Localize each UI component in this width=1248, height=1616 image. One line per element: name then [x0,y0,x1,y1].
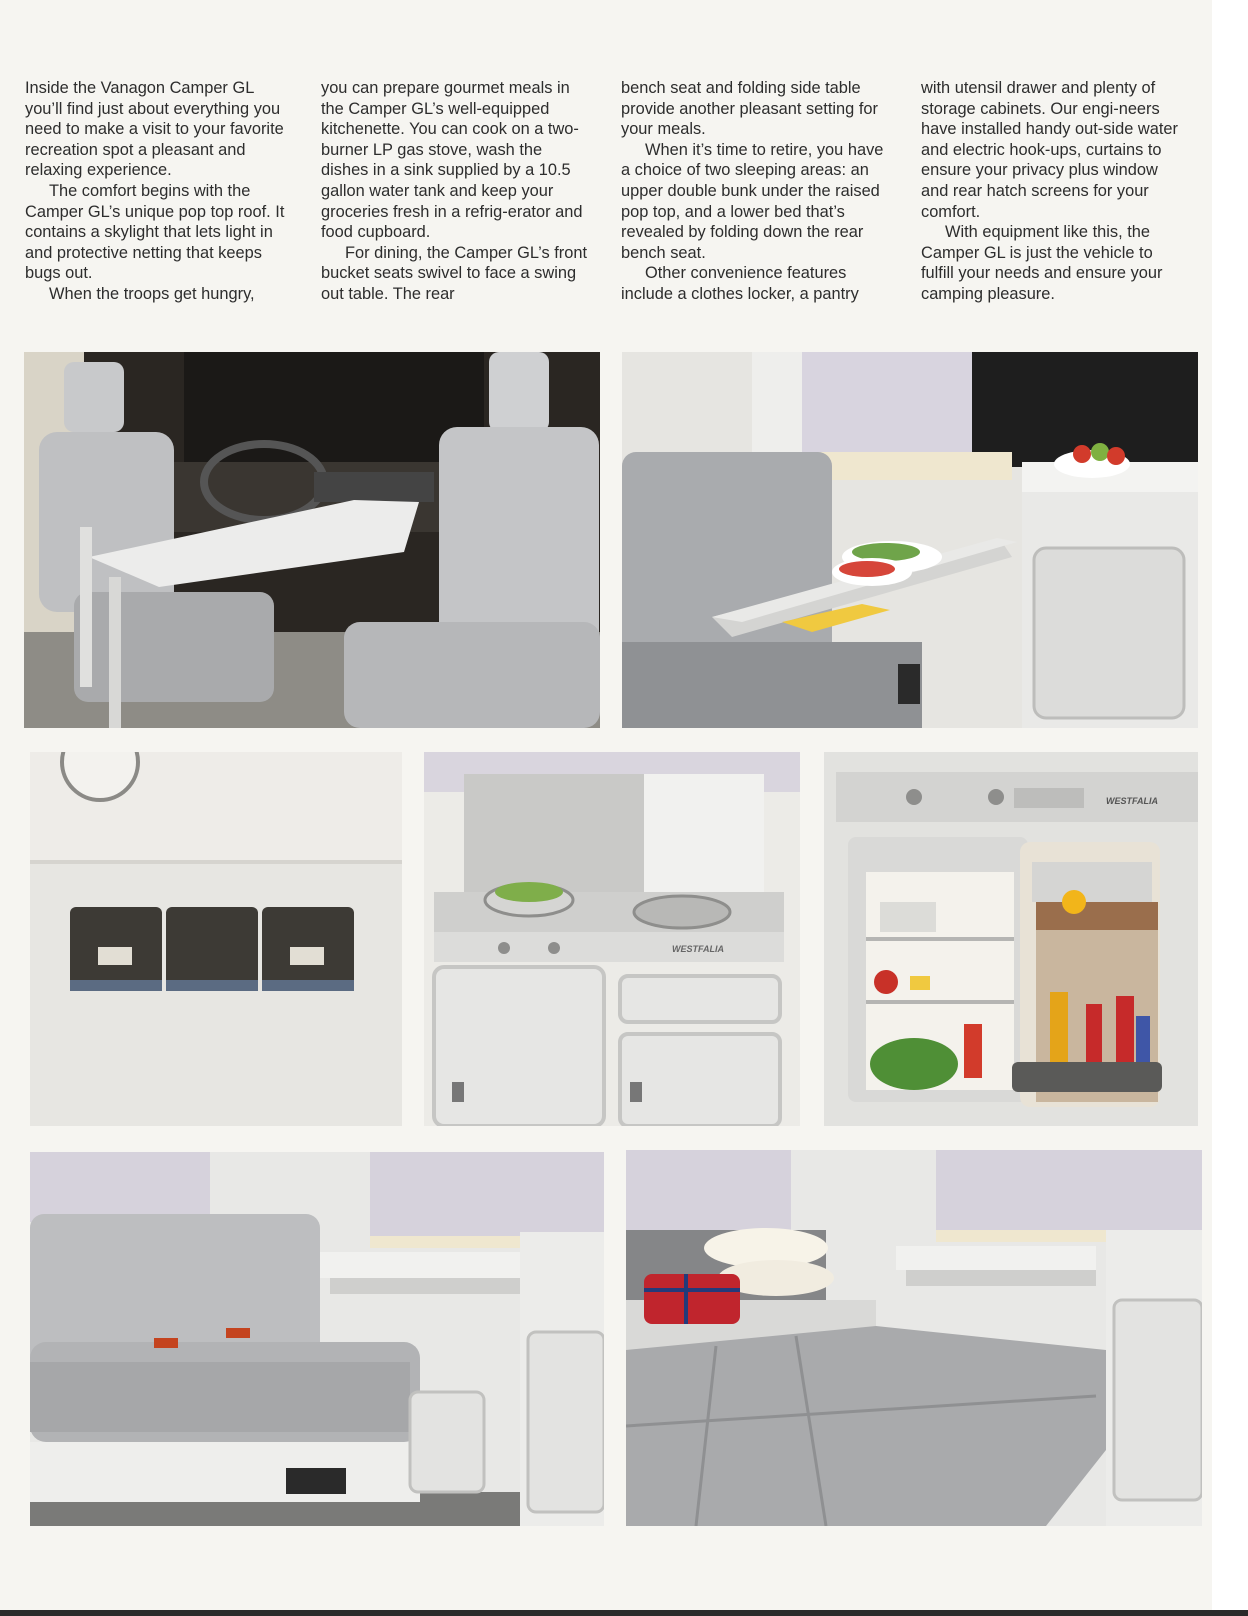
photo-rear-bed [626,1150,1202,1526]
page-edge-bottom [0,1610,1248,1616]
paragraph: bench seat and folding side table provide another pleasant setting for your meals. [621,79,878,139]
photo-refrigerator [824,752,1198,1126]
kitchen-brand-label: WESTFALIA [672,944,724,954]
paragraph: you can prepare gourmet meals in the Camper GL’s well-equipped kitchenette. You can cook on a two-burner LP gas stove, wash the dishes in a sink supplied by a 10.5 gallon water tank and keep your groceries fresh in a refrig-erator and food cupboard. [321,79,583,242]
photo-front-seats-table [24,352,600,728]
page-edge [1212,0,1248,1616]
paragraph: With equipment like this, the Camper GL is just the vehicle to fulfill your needs and ensure your camping pleasure. [921,223,1163,303]
text-column-3 [621,78,889,305]
paragraph: For dining, the Camper GL’s front bucket seats swivel to face a swing out table. The rear [321,243,588,303]
photo-rear-bench-seat [30,1152,604,1526]
text-column-1 [25,78,293,305]
fridge-brand-label: WESTFALIA [1106,796,1158,806]
photo-kitchenette-stove-sink [424,752,800,1126]
text-column-2 [321,78,589,305]
photo-rear-dining-table [622,352,1198,728]
paragraph: Other convenience features include a clothes locker, a pantry [621,264,859,303]
text-column-4 [921,78,1189,305]
photo-outside-hookups [30,752,402,1126]
paragraph: When it’s time to retire, you have a choice of two sleeping areas: an upper double bunk under the raised pop top, and a lower bed that’s revealed by folding down the rear bench seat. [621,140,884,262]
paragraph: with utensil drawer and plenty of storage cabinets. Our engi-neers have installed handy out-side water and electric hook-ups, curtains to ensure your privacy plus window and rear hatch screens for your comfort. [921,79,1178,221]
paragraph: When the troops get hungry, [49,284,255,303]
paragraph: The comfort begins with the Camper GL’s unique pop top roof. It contains a skylight that lets light in and protective netting that keeps bugs out. [25,181,285,283]
body-text [25,78,1205,308]
paragraph: Inside the Vanagon Camper GL you’ll find just about everything you need to make a visit to your favorite recreation spot a pleasant and relaxing experience. [25,79,284,180]
